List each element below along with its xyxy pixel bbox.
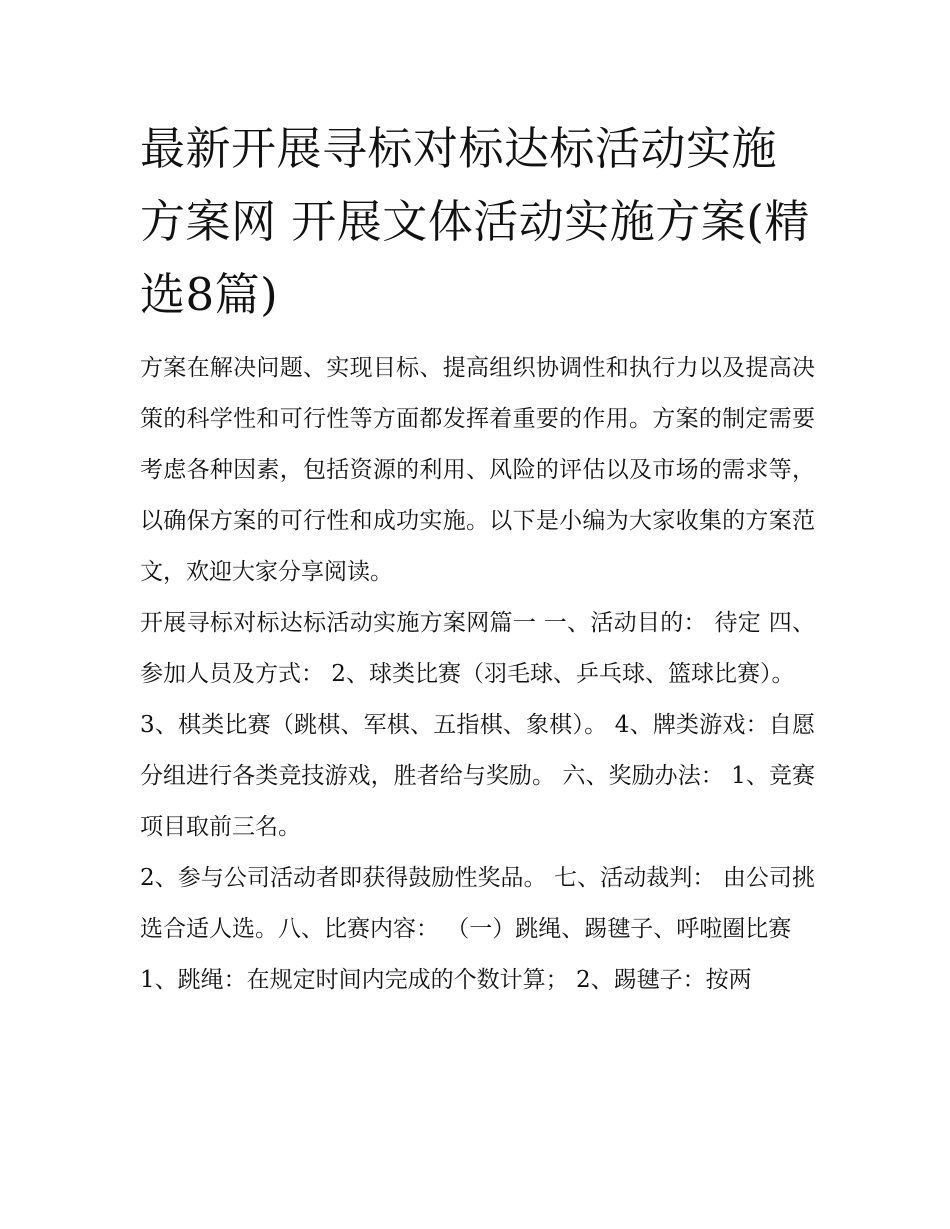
intro-paragraph: 方案在解决问题、实现目标、提高组织协调性和执行力以及提高决策的科学性和可行性等方面都发挥着重要的作用。方案的制定需要考虑各种因素，包括资源的利用、风险的评估以及市场的需求等，以确保方案的可行性和成功实施。以下是小编为大家收集的方案范文，欢迎大家分享阅读。 (140, 355, 815, 585)
document-body (140, 112, 815, 1006)
body-paragraph-1: 开展寻标对标达标活动实施方案网篇一 一、活动目的： 待定 四、参加人员及方式： 2、球类比赛（羽毛球、乒乓球、篮球比赛）。 (140, 610, 815, 687)
body-paragraph-3: 2、参与公司活动者即获得鼓励性奖品。 七、活动裁判： 由公司挑选合适人选。八、比赛内容： （一）跳绳、踢毽子、呼啦圈比赛 (140, 865, 815, 942)
body-paragraph-2: 3、棋类比赛（跳棋、军棋、五指棋、象棋）。 4、牌类游戏：自愿分组进行各类竞技游戏，胜者给与奖励。 六、奖励办法： 1、竞赛项目取前三名。 (140, 712, 815, 840)
body-paragraph-4: 1、跳绳：在规定时间内完成的个数计算； 2、踢毽子：按两 (140, 967, 752, 993)
document-title: 最新开展寻标对标达标活动实施方案网 开展文体活动实施方案(精选8篇) (140, 122, 810, 321)
